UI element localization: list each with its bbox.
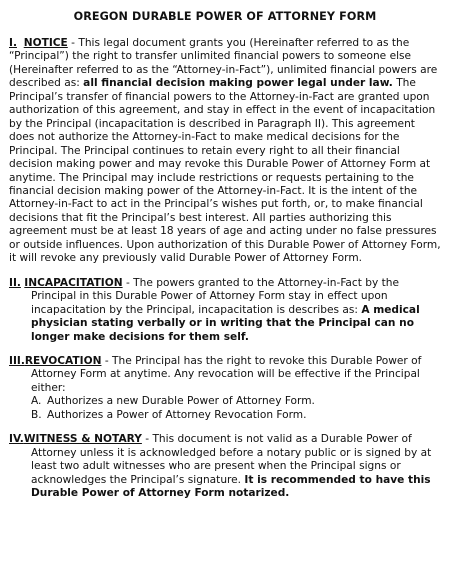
section-heading: INCAPACITATION [24, 276, 123, 289]
section-heading: WITNESS & NOTARY [23, 433, 142, 446]
section-heading: REVOCATION [24, 354, 102, 367]
list-item-letter: B. [31, 408, 42, 421]
list-item-text: Authorizes a Power of Attorney Revocation Form. [47, 408, 307, 421]
heading-dash: - [122, 276, 134, 289]
revocation-list [9, 395, 441, 422]
document-title: OREGON DURABLE POWER OF ATTORNEY FORM [73, 10, 377, 23]
section-text: The powers granted to the Attorney-in-Fact by the Principal in this Durable Power of Attorney Form stay in effect upon incapacitation by the Principal, incapacitation is describes as: [31, 276, 400, 316]
section-bold-text: all financial decision making power legal under law. [83, 77, 393, 90]
section-notice [9, 37, 441, 266]
heading-dash: - [67, 37, 79, 49]
section-number: II. [9, 276, 21, 289]
list-item [9, 395, 441, 408]
section-text: This document is not valid as a Durable Power of Attorney unless it is acknowledged before a notary public or is signed by at least two adult witnesses who are present when the Principal signs or acknowledges the Principal’s signature. [31, 433, 432, 486]
section-witness-notary [9, 433, 441, 500]
section-incapacitation [9, 277, 441, 344]
section-revocation [9, 355, 441, 422]
list-item-text: Authorizes a new Durable Power of Attorney Form. [47, 395, 315, 408]
section-number: IV. [9, 433, 24, 446]
section-text: This legal document grants you (Hereinafter referred to as the “Principal”) the right to transfer unlimited financial powers to someone else (Hereinafter referred to as the “Attorney-in-Fact”), unlimited financial powers are described as: [9, 37, 438, 90]
section-number: I. [9, 37, 17, 49]
section-bold-text: A medical physician stating verbally or in writing that the Principal can no longer make decisions for them self. [31, 303, 420, 343]
heading-dash: - [141, 433, 153, 446]
section-revocation-text [9, 355, 441, 395]
heading-dash: - [101, 354, 113, 367]
section-text-continued: The Principal’s transfer of financial powers to the Attorney-in-Fact are granted upon authorization of this agreement, and stay in effect in the event of incapacitation by the Principal (incapacitation is described in Paragraph II). This agreement does not authorize the Attorney-in-Fact to make medical decisions for the Principal. The Principal continues to retain every right to all their financial decision making power and may revoke this Durable Power of Attorney Form at anytime. The Principal may include restrictions or requests pertaining to the financial decision making power of the Attorney-in-Fact. It is the intent of the Attorney-in-Fact to act in the Principal’s wishes put forth, or, to make financial decisions that fit the Principal’s best interest. All parties authorizing this agreement must be at least 18 years of age and acting under no false pressures or outside influences. Upon authorization of this Durable Power of Attorney Form, it will revoke any previously valid Durable Power of Attorney Form. [9, 77, 441, 265]
section-text: The Principal has the right to revoke this Durable Power of Attorney Form at anytime. Any revocation will be effective if the Principal either: [31, 354, 422, 394]
section-heading: NOTICE [23, 37, 68, 49]
section-bold-text: It is recommended to have this Durable Power of Attorney Form notarized. [31, 473, 431, 500]
list-item-letter: A. [31, 395, 42, 408]
section-number: III. [9, 354, 25, 367]
list-item [9, 409, 441, 422]
